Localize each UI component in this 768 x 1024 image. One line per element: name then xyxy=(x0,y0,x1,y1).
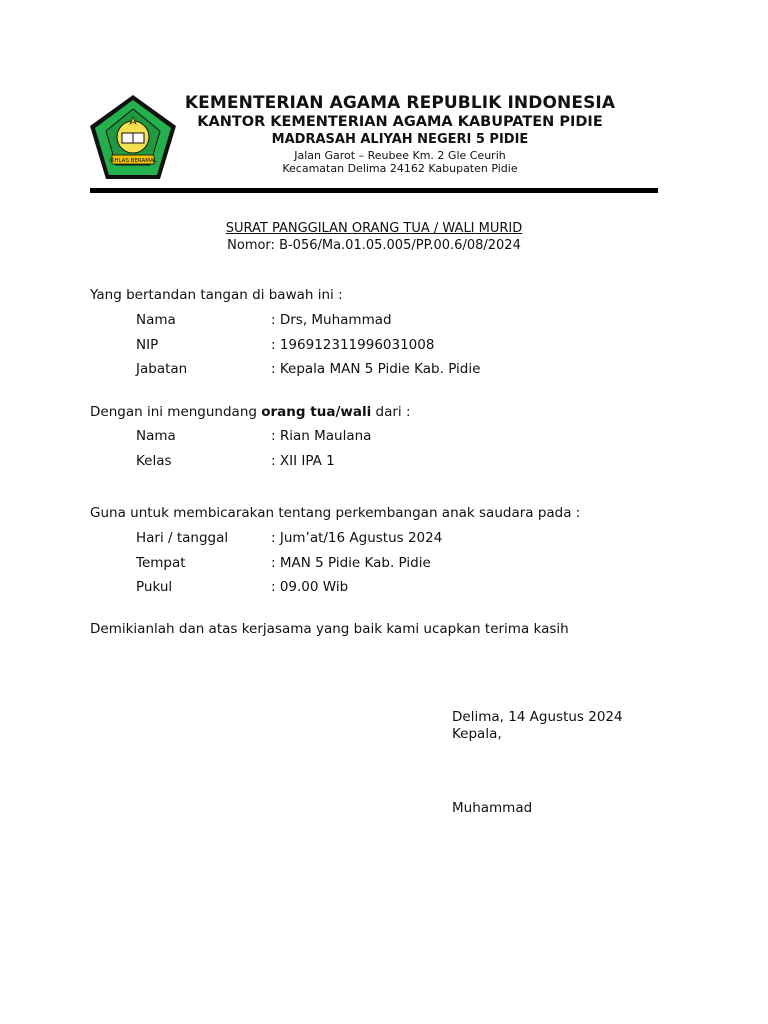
invite-suffix: dari : xyxy=(371,404,411,420)
schedule-place-value: : MAN 5 Pidie Kab. Pidie xyxy=(271,555,431,571)
student-class-label: Kelas xyxy=(136,453,172,469)
letter-number: Nomor: B-056/Ma.01.05.005/PP.00.6/08/2024 xyxy=(227,238,521,253)
schedule-time-value: : 09.00 Wib xyxy=(271,579,349,595)
student-class-value: : XII IPA 1 xyxy=(271,453,335,469)
schedule-time-label: Pukul xyxy=(136,579,173,595)
invite-prefix: Dengan ini mengundang xyxy=(90,404,262,420)
signer-position-value: : Kepala MAN 5 Pidie Kab. Pidie xyxy=(271,361,481,377)
signer-nip-value: : 196912311996031008 xyxy=(271,337,435,353)
letterhead-divider xyxy=(90,188,658,193)
letter-title: SURAT PANGGILAN ORANG TUA / WALI MURID xyxy=(225,221,523,236)
closing-sentence: Demikianlah dan atas kerjasama yang baik kami ucapkan terima kasih xyxy=(90,621,569,637)
schedule-place-label: Tempat xyxy=(136,555,186,571)
header-ministry: KEMENTERIAN AGAMA REPUBLIK INDONESIA xyxy=(184,93,616,113)
header-office: KANTOR KEMENTERIAN AGAMA KABUPATEN PIDIE xyxy=(197,114,603,130)
student-name-value: : Rian Maulana xyxy=(271,428,372,444)
schedule-day-label: Hari / tanggal xyxy=(136,530,229,546)
student-name-label: Nama xyxy=(136,428,176,444)
header-address-1: Jalan Garot – Reubee Km. 2 Gle Ceurih xyxy=(294,149,506,162)
signature-position: Kepala, xyxy=(452,726,502,742)
invite-sentence xyxy=(90,404,411,420)
signature-place-date: Delima, 14 Agustus 2024 xyxy=(452,709,623,725)
signer-name-label: Nama xyxy=(136,312,176,328)
header-address-2: Kecamatan Delima 24162 Kabupaten Pidie xyxy=(282,162,518,175)
signer-name-value: : Drs, Muhammad xyxy=(271,312,392,328)
signature-name: Muhammad xyxy=(452,800,533,816)
signer-intro: Yang bertandan tangan di bawah ini : xyxy=(90,287,343,303)
schedule-day-value: : Jum’at/16 Agustus 2024 xyxy=(271,530,443,546)
header-school: MADRASAH ALIYAH NEGERI 5 PIDIE xyxy=(271,132,529,147)
signer-nip-label: NIP xyxy=(136,337,159,353)
invite-bold: orang tua/wali xyxy=(261,404,372,420)
signer-position-label: Jabatan xyxy=(136,361,188,377)
logo-motto: IKHLAS BERAMAL xyxy=(109,158,157,164)
purpose-sentence: Guna untuk membicarakan tentang perkembangan anak saudara pada : xyxy=(90,505,581,521)
